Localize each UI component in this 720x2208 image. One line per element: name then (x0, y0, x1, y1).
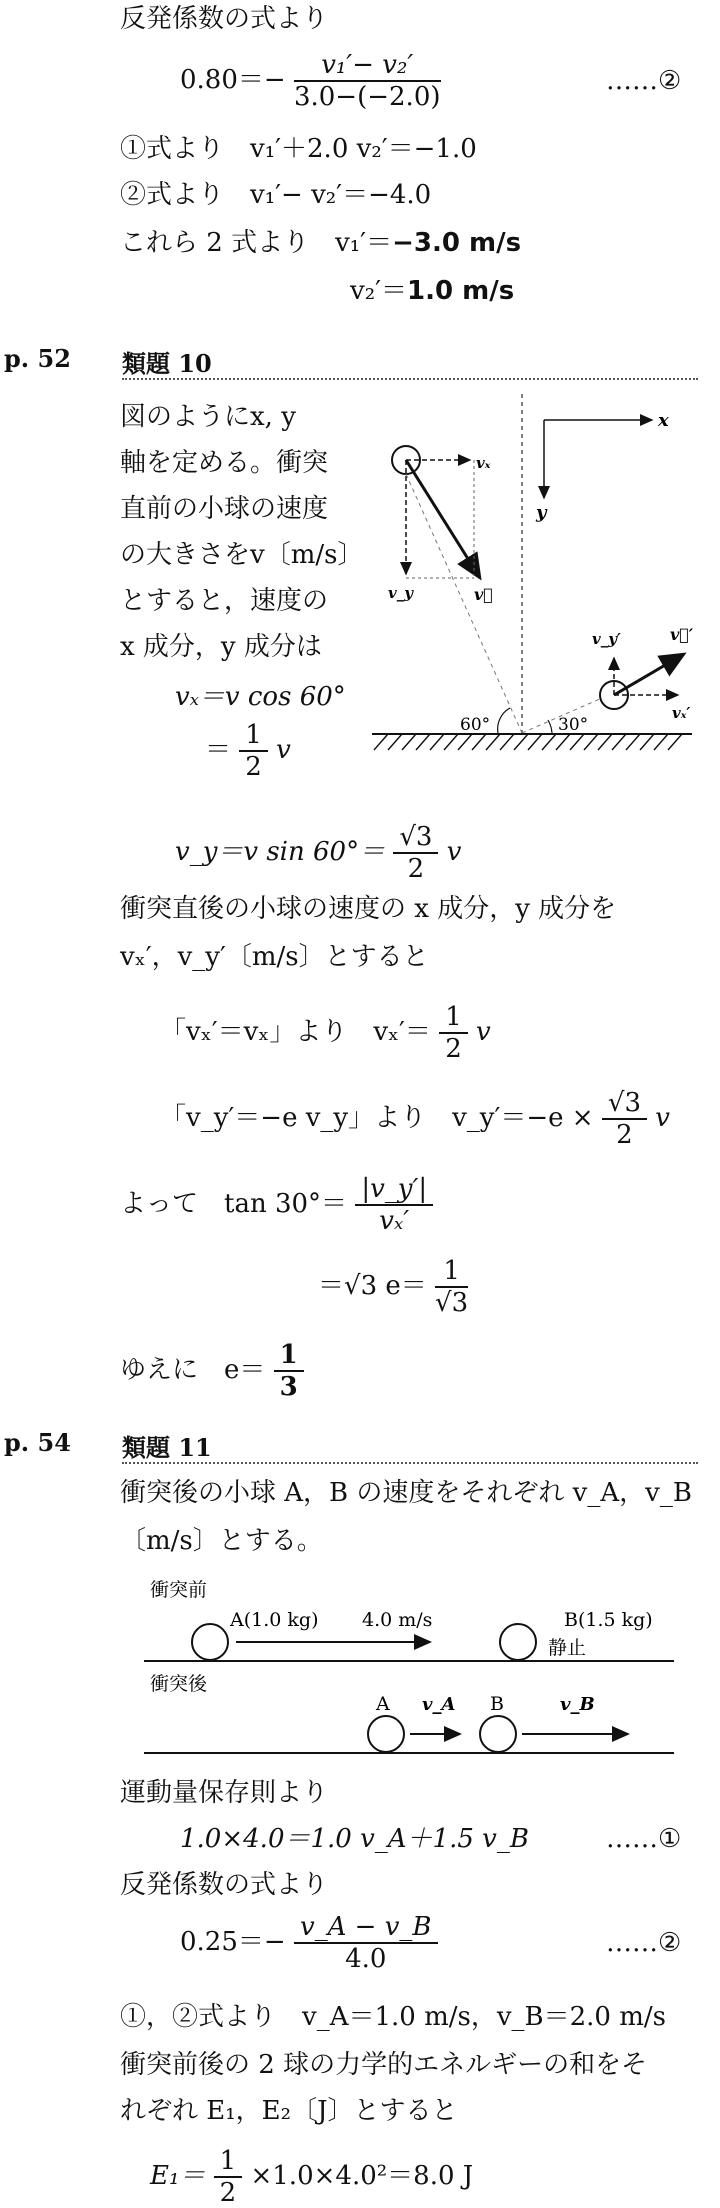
eq-part: 「v_y′＝−e v_y」より v_y′＝−e × (160, 1103, 594, 1133)
text-part: これら 2 式より v₁′＝ (120, 228, 393, 258)
body-line: とすると，速度の (120, 586, 329, 616)
eq-part: よって tan 30°＝ (120, 1189, 348, 1219)
body-line: の大きさをv〔m/s〕 (120, 540, 364, 570)
vp-label: v⃗′ (670, 625, 694, 644)
eq-cond1 (160, 1002, 491, 1064)
fraction-num: 1 (435, 1256, 468, 1288)
text-line: 衝突前後の 2 球の力学的エネルギーの和をそ (120, 2050, 648, 2080)
ball-b-after (480, 1716, 516, 1752)
angle30-label: 30° (558, 715, 589, 735)
angle-arc (548, 720, 552, 733)
text-line: 〔m/s〕とする。 (120, 1526, 323, 1556)
ball-a-after (368, 1716, 404, 1752)
eq-tan (120, 1174, 433, 1236)
speed-label: 4.0 m/s (362, 1609, 433, 1631)
eq-vy (175, 822, 461, 884)
text-line: 反発係数の式より (120, 1870, 329, 1900)
eq-lhs: 0.25＝− (180, 1927, 286, 1957)
eq-sign: ＝ (205, 735, 232, 765)
fraction-den: 2 (407, 854, 425, 884)
b-label: B (490, 1693, 504, 1715)
y-axis-label: y (536, 502, 547, 523)
fraction-den: 2 (245, 752, 262, 782)
var: v (446, 837, 462, 867)
fraction (393, 822, 438, 884)
fraction-den: 2 (445, 1034, 462, 1064)
fraction-den: 2 (219, 2178, 237, 2208)
x-axis-label: x (658, 410, 669, 431)
velocity-after-arrow (614, 654, 684, 695)
vb-label: v_B (560, 1694, 595, 1715)
path-line (406, 474, 522, 733)
ground-hatching (374, 734, 682, 750)
angle-arc (498, 708, 510, 733)
divider (122, 1462, 698, 1464)
fraction-num: √3 (602, 1088, 647, 1120)
fraction-num: 1 (274, 1340, 304, 1372)
eq-part: ＝√3 e＝ (318, 1271, 427, 1301)
equation-restitution (180, 50, 441, 112)
body-line: 図のようにx, y (120, 402, 296, 432)
collision-1d-figure (140, 1572, 680, 1762)
eq-part: E₁＝ (150, 2161, 206, 2191)
after-label: 衝突後 (150, 1673, 208, 1695)
eq-part: v_y＝v sin 60°＝ (175, 837, 386, 867)
eq-part: ×1.0×4.0²＝8.0 J (250, 2161, 474, 2191)
fraction (239, 720, 268, 782)
before-label: 衝突前 (150, 1579, 208, 1601)
divider (122, 378, 698, 380)
section10-body (120, 394, 363, 670)
page-ref: p. 52 (4, 344, 71, 373)
body-line: x 成分，y 成分は (120, 632, 322, 662)
equation-energy (150, 2146, 473, 2208)
fraction-num: v_A − v_B (294, 1912, 438, 1944)
eq-tan2 (318, 1256, 468, 1318)
fraction-num: 1 (439, 1002, 468, 1034)
text-line (350, 276, 514, 306)
var: v (655, 1103, 670, 1133)
var: v (276, 735, 291, 765)
eq-part: 「vₓ′＝vₓ」より vₓ′＝ (160, 1017, 431, 1047)
vx-label: vₓ (476, 454, 491, 472)
vpx-label: vₓ′ (672, 704, 691, 722)
velocity-arrow (406, 460, 480, 578)
text-line: ①式より v₁′＋2.0 v₂′＝−1.0 (120, 134, 477, 164)
ball-b-before (500, 1624, 536, 1660)
var: v (476, 1017, 491, 1047)
fraction (294, 1912, 438, 1974)
text-line: 反発係数の式より (120, 4, 329, 34)
text-line: ①，②式より v_A＝1.0 m/s，v_B＝2.0 m/s (120, 2002, 667, 2032)
section-title: 類題 10 (122, 349, 212, 378)
body-line: 直前の小球の速度 (120, 494, 329, 524)
fraction (602, 1088, 647, 1150)
fraction-num: v₁′− v₂′ (294, 50, 441, 82)
text-line: れぞれ E₁，E₂〔J〕とすると (120, 2096, 458, 2126)
eq-vx: vₓ＝v cos 60° (175, 682, 346, 712)
angle60-label: 60° (460, 715, 491, 735)
answer: −3.0 m/s (392, 228, 522, 258)
fraction-den: 4.0 (345, 1944, 387, 1974)
text-line: 衝突後の小球 A，B の速度をそれぞれ v_A，v_B (120, 1478, 692, 1508)
fraction (435, 1256, 468, 1318)
a-mass-label: A(1.0 kg) (230, 1609, 319, 1631)
va-label: v_A (422, 1694, 456, 1715)
fraction-num: 1 (214, 2146, 243, 2178)
fraction (439, 1002, 468, 1064)
text-line: 運動量保存則より (120, 1778, 329, 1808)
fraction-den: vₓ′ (379, 1206, 410, 1236)
ball-a-before (192, 1624, 228, 1660)
body-line: 軸を定める。衝突 (120, 448, 329, 478)
equation-tag: ……① (606, 1824, 682, 1854)
vpy-label: v_y′ (592, 630, 621, 648)
fraction-num: |v_y′| (355, 1174, 433, 1206)
fraction (274, 1340, 304, 1402)
eq-cond2 (160, 1088, 670, 1150)
fraction-num: 1 (239, 720, 268, 752)
section-title: 類題 11 (122, 1433, 212, 1462)
fraction-den: 3 (279, 1372, 298, 1402)
fraction (294, 50, 441, 112)
rest-label: 静止 (548, 1637, 587, 1659)
eq-lhs: 0.80＝− (180, 65, 286, 95)
equation-tag: ……② (606, 1928, 682, 1958)
fraction-den: 3.0−(−2.0) (293, 82, 441, 112)
vy-label: v_y (388, 584, 413, 602)
text-part: v₂′＝ (350, 276, 408, 306)
text-line: 衝突直後の小球の速度の x 成分，y 成分を (120, 894, 617, 924)
fraction-den: √3 (435, 1288, 469, 1318)
eq-part: ゆえに e＝ (120, 1355, 266, 1385)
equation-restitution (180, 1912, 438, 1974)
fraction (355, 1174, 433, 1236)
a-label: A (376, 1693, 390, 1715)
eq-result (120, 1340, 304, 1402)
equation-momentum: 1.0×4.0＝1.0 v_A＋1.5 v_B (180, 1824, 529, 1854)
fraction (214, 2146, 243, 2208)
page-ref: p. 54 (4, 1428, 71, 1457)
collision-figure (370, 388, 700, 758)
eq-vx-half (205, 720, 291, 782)
fraction-den: 2 (616, 1120, 633, 1150)
fraction-num: √3 (393, 822, 438, 854)
text-line: ②式より v₁′− v₂′＝−4.0 (120, 180, 432, 210)
v-label: v⃗ (474, 585, 493, 604)
b-mass-label: B(1.5 kg) (564, 1609, 653, 1631)
equation-tag: ……② (606, 66, 682, 96)
answer: 1.0 m/s (407, 276, 515, 306)
text-line: vₓ′，v_y′〔m/s〕とすると (120, 942, 429, 972)
text-line (120, 228, 521, 258)
